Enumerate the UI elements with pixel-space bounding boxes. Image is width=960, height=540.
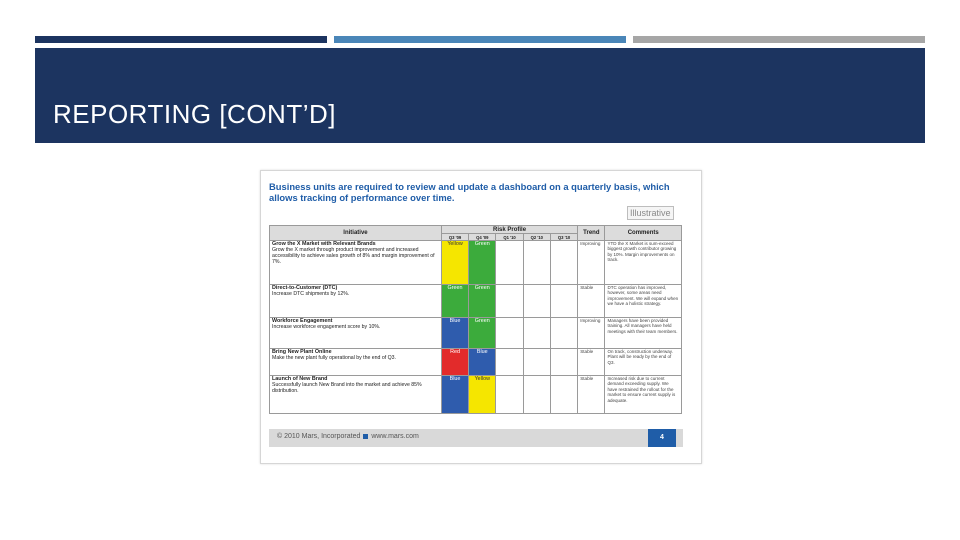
empty-quarter-cell [550, 285, 577, 318]
header-comments: Comments [605, 226, 682, 241]
table-row [270, 349, 682, 376]
empty-quarter-cell [496, 285, 523, 318]
copyright-text: © 2010 Mars, Incorporated [277, 433, 361, 440]
empty-quarter-cell [550, 318, 577, 349]
initiative-title: Grow the X Market with Relevant Brands [272, 241, 376, 247]
slide-title: REPORTING [CONT’D] [53, 99, 336, 129]
header-quarter: Q4 '09 [469, 234, 496, 241]
initiative-cell [270, 285, 442, 318]
illustrative-tag: Illustrative [627, 206, 674, 220]
initiative-title: Workforce Engagement [272, 318, 333, 324]
header-quarter: Q3 '09 [441, 234, 468, 241]
header-quarter: Q2 '10 [523, 234, 550, 241]
accent-stripe-blue [334, 36, 626, 43]
empty-quarter-cell [550, 349, 577, 376]
table-row [270, 241, 682, 285]
embedded-slide-image [260, 170, 702, 464]
initiative-description: Grow the X market through product improvement and increased accessibility to achieve sales growth of 8% and margin improvement of 7%. [272, 247, 435, 266]
empty-quarter-cell [496, 318, 523, 349]
risk-rating-cell: Blue [441, 376, 468, 414]
initiative-description: Successfully launch New Brand into the market and achieve 85% distribution. [272, 382, 422, 395]
initiative-description: Make the new plant fully operational by the end of Q3. [272, 355, 397, 361]
initiative-cell [270, 318, 442, 349]
comments-cell: Managers have been provided training. All managers have held meetings with their team members. [605, 318, 682, 349]
accent-stripe-gray [633, 36, 925, 43]
risk-rating-cell: Green [441, 285, 468, 318]
trend-cell: Stable [578, 376, 605, 414]
title-banner [35, 48, 925, 143]
initiative-title: Direct-to-Customer (DTC) [272, 285, 338, 291]
empty-quarter-cell [496, 349, 523, 376]
empty-quarter-cell [496, 376, 523, 414]
initiative-title: Bring New Plant Online [272, 349, 332, 355]
risk-rating-cell: Green [469, 241, 496, 285]
initiative-cell [270, 349, 442, 376]
initiative-title: Launch of New Brand [272, 376, 328, 382]
initiative-description: Increase DTC shipments by 12%. [272, 291, 350, 297]
initiative-cell [270, 376, 442, 414]
empty-quarter-cell [523, 349, 550, 376]
trend-cell: Stable [578, 285, 605, 318]
table-row [270, 285, 682, 318]
page-number: 4 [648, 429, 676, 447]
header-initiative: Initiative [270, 226, 442, 241]
table-row [270, 376, 682, 414]
footer-text [277, 433, 419, 440]
risk-rating-cell: Blue [441, 318, 468, 349]
dashboard-table [269, 225, 682, 414]
risk-rating-cell: Yellow [441, 241, 468, 285]
footer-url: www.mars.com [371, 433, 419, 440]
risk-rating-cell: Blue [469, 349, 496, 376]
empty-quarter-cell [550, 376, 577, 414]
accent-stripe-dark [35, 36, 327, 43]
comments-cell: DTC operation has improved, however, some areas need improvement. We will expand when we have a holistic strategy. [605, 285, 682, 318]
bullet-square-icon [363, 434, 368, 439]
initiative-description: Increase workforce engagement score by 10%. [272, 324, 381, 330]
embedded-heading: Business units are required to review and update a dashboard on a quarterly basis, which allows tracking of performance over time. [269, 181, 670, 203]
trend-cell: Stable [578, 349, 605, 376]
header-trend: Trend [578, 226, 605, 241]
comments-cell: YTD the X Market is sum-exceed biggest growth contributor growing by 10%. Margin improvements on track. [605, 241, 682, 285]
header-quarter: Q3 '10 [550, 234, 577, 241]
table-row [270, 318, 682, 349]
risk-rating-cell: Yellow [469, 376, 496, 414]
empty-quarter-cell [523, 241, 550, 285]
empty-quarter-cell [523, 318, 550, 349]
empty-quarter-cell [523, 376, 550, 414]
header-quarter: Q1 '10 [496, 234, 523, 241]
comments-cell: Increased risk due to current demand exceeding supply. We have restrained the rollout for the market to ensure current supply is adequate. [605, 376, 682, 414]
embedded-footer [269, 429, 683, 447]
trend-cell: Improving [578, 241, 605, 285]
empty-quarter-cell [496, 241, 523, 285]
risk-rating-cell: Red [441, 349, 468, 376]
empty-quarter-cell [550, 241, 577, 285]
risk-rating-cell: Green [469, 318, 496, 349]
header-risk-profile: Risk Profile [441, 226, 577, 234]
risk-rating-cell: Green [469, 285, 496, 318]
comments-cell: On track, construction underway. Plant will be ready by the end of Q3. [605, 349, 682, 376]
initiative-cell [270, 241, 442, 285]
empty-quarter-cell [523, 285, 550, 318]
trend-cell: Improving [578, 318, 605, 349]
